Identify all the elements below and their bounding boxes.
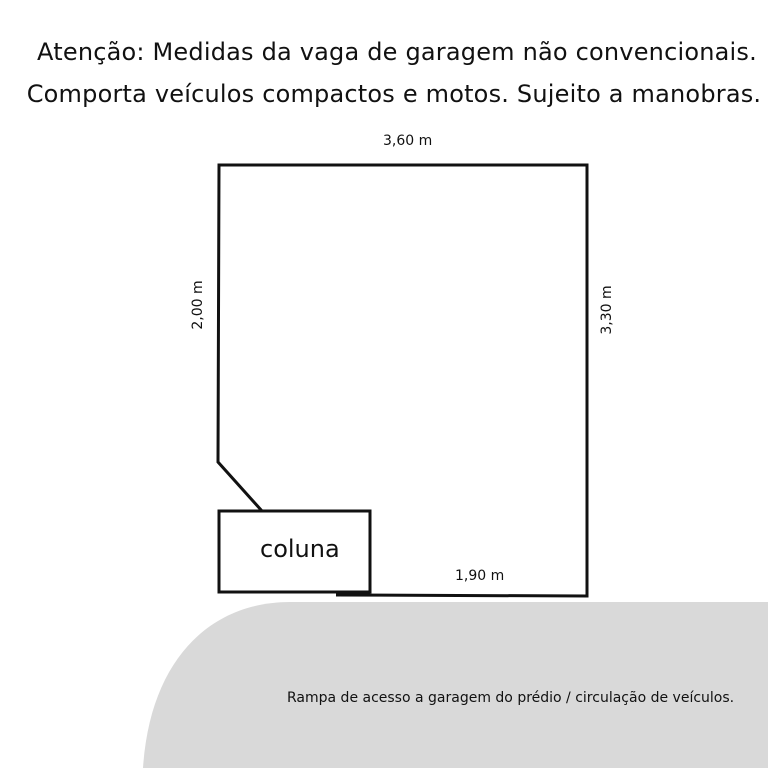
- notice-line-2: Comporta veículos compactos e motos. Sujeito a manobras.: [26, 80, 762, 108]
- dimension-right-label: 3,30 m: [599, 285, 615, 335]
- dimension-top-label: 3,60 m: [383, 133, 433, 149]
- parking-space-outline: [218, 165, 587, 596]
- dimension-left-label: 2,00 m: [190, 280, 206, 330]
- column-label: coluna: [260, 535, 340, 563]
- ramp-label: Rampa de acesso a garagem do prédio / circulação de veículos.: [287, 690, 735, 706]
- ramp-area: [143, 602, 768, 768]
- dimension-bottom-label: 1,90 m: [455, 568, 505, 584]
- notice-line-1: Atenção: Medidas da vaga de garagem não convencionais.: [37, 38, 757, 66]
